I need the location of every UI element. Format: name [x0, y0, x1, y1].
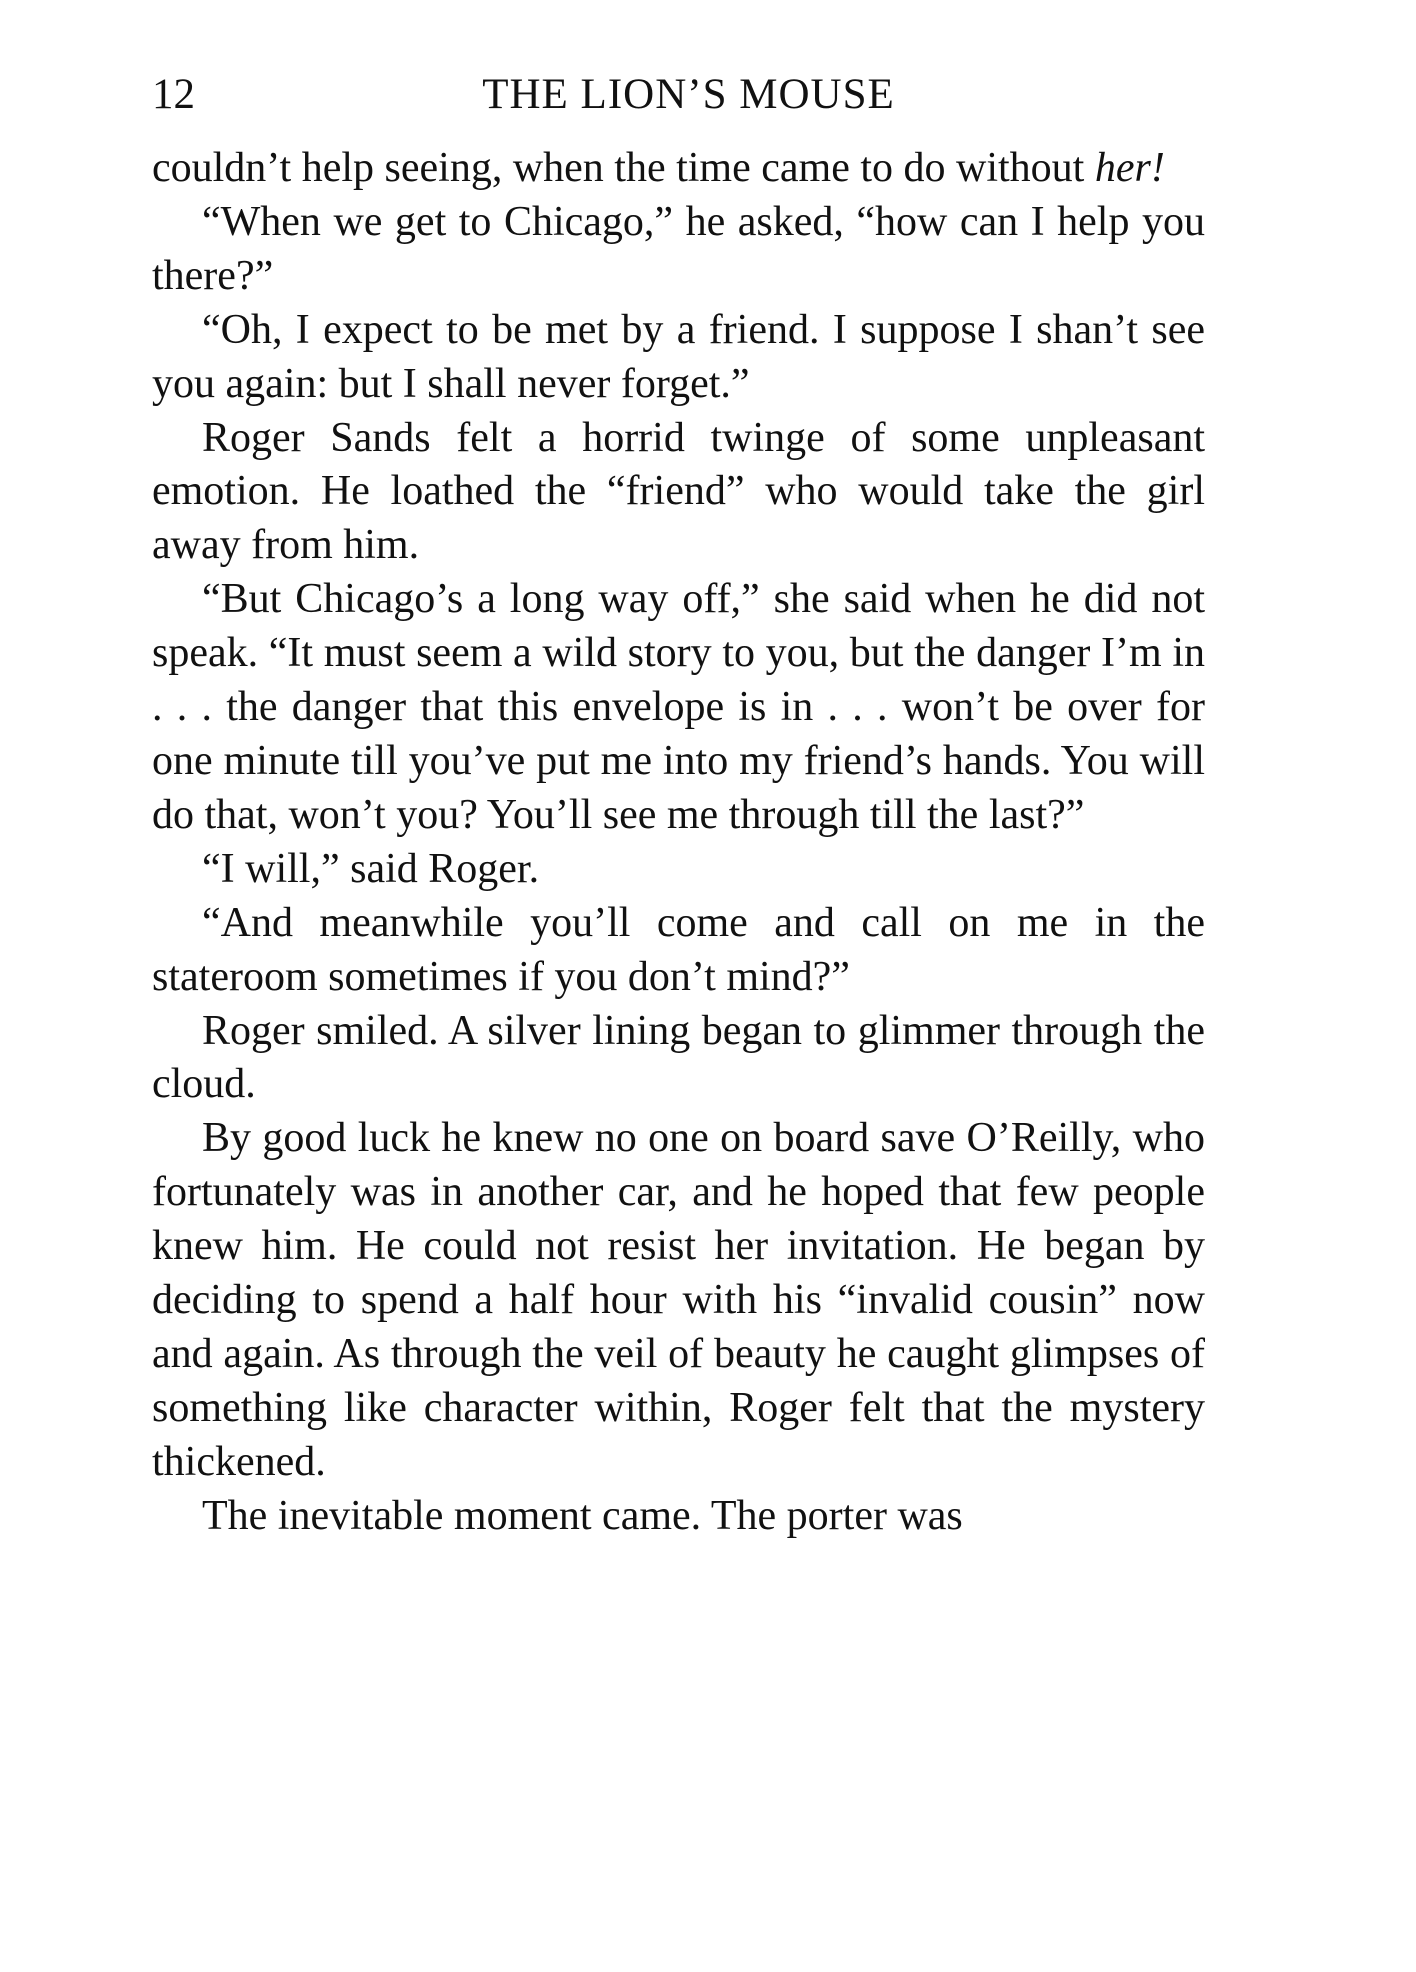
paragraph-text: couldn’t help seeing, when the time came to do without [152, 145, 1095, 191]
paragraph [152, 1490, 1205, 1544]
running-head [152, 64, 1205, 126]
page-number: 12 [152, 71, 195, 118]
paragraph-continued [152, 142, 1205, 196]
paragraph-text: Roger Sands felt a horrid twinge of some unpleasant emotion. He loathed the “friend” who would take the girl away from him. [152, 414, 1205, 569]
paragraph-text: The inevitable moment came. The porter was [202, 1492, 963, 1539]
paragraph-text: “When we get to Chicago,” he asked, “how can I help you there?” [152, 198, 1205, 299]
paragraph [152, 897, 1205, 1005]
paragraph-text: “And meanwhile you’ll come and call on me in the stateroom sometimes if you don’t mind?” [152, 899, 1205, 1000]
paragraph-text: “Oh, I expect to be met by a friend. I suppose I shan’t see you again: but I shall never forget.” [152, 306, 1205, 407]
paragraph-text: “I will,” said Roger. [202, 845, 540, 892]
paragraph [152, 843, 1205, 897]
paragraph-text: Roger smiled. A silver lining began to glimmer through the cloud. [152, 1007, 1205, 1108]
paragraph [152, 573, 1205, 843]
paragraph-text: By good luck he knew no one on board save O’Reilly, who fortunately was in another car, and he hoped that few people knew him. He could not resist her invitation. He began by deciding to spend a half hour with his “invalid cousin” now and again. As through the veil of beauty he caught glimpses of something like character within, Roger felt that the mystery thickened. [152, 1115, 1205, 1485]
paragraph [152, 1112, 1205, 1489]
emphasized-text: her! [1094, 145, 1165, 191]
paragraph [152, 412, 1205, 574]
paragraph-text: “But Chicago’s a long way off,” she said when he did not speak. “It must seem a wild story to you, but the danger I’m in . . . the danger that this envelope is in . . . won’t be over for one minute till you’ve put me into my friend’s hands. You will do that, won’t you? You’ll see me through till the last?” [152, 576, 1205, 838]
paragraph [152, 196, 1205, 304]
book-title: THE LION’S MOUSE [482, 71, 895, 118]
paragraph [152, 1005, 1205, 1113]
body-text [152, 142, 1205, 1544]
paragraph [152, 304, 1205, 412]
